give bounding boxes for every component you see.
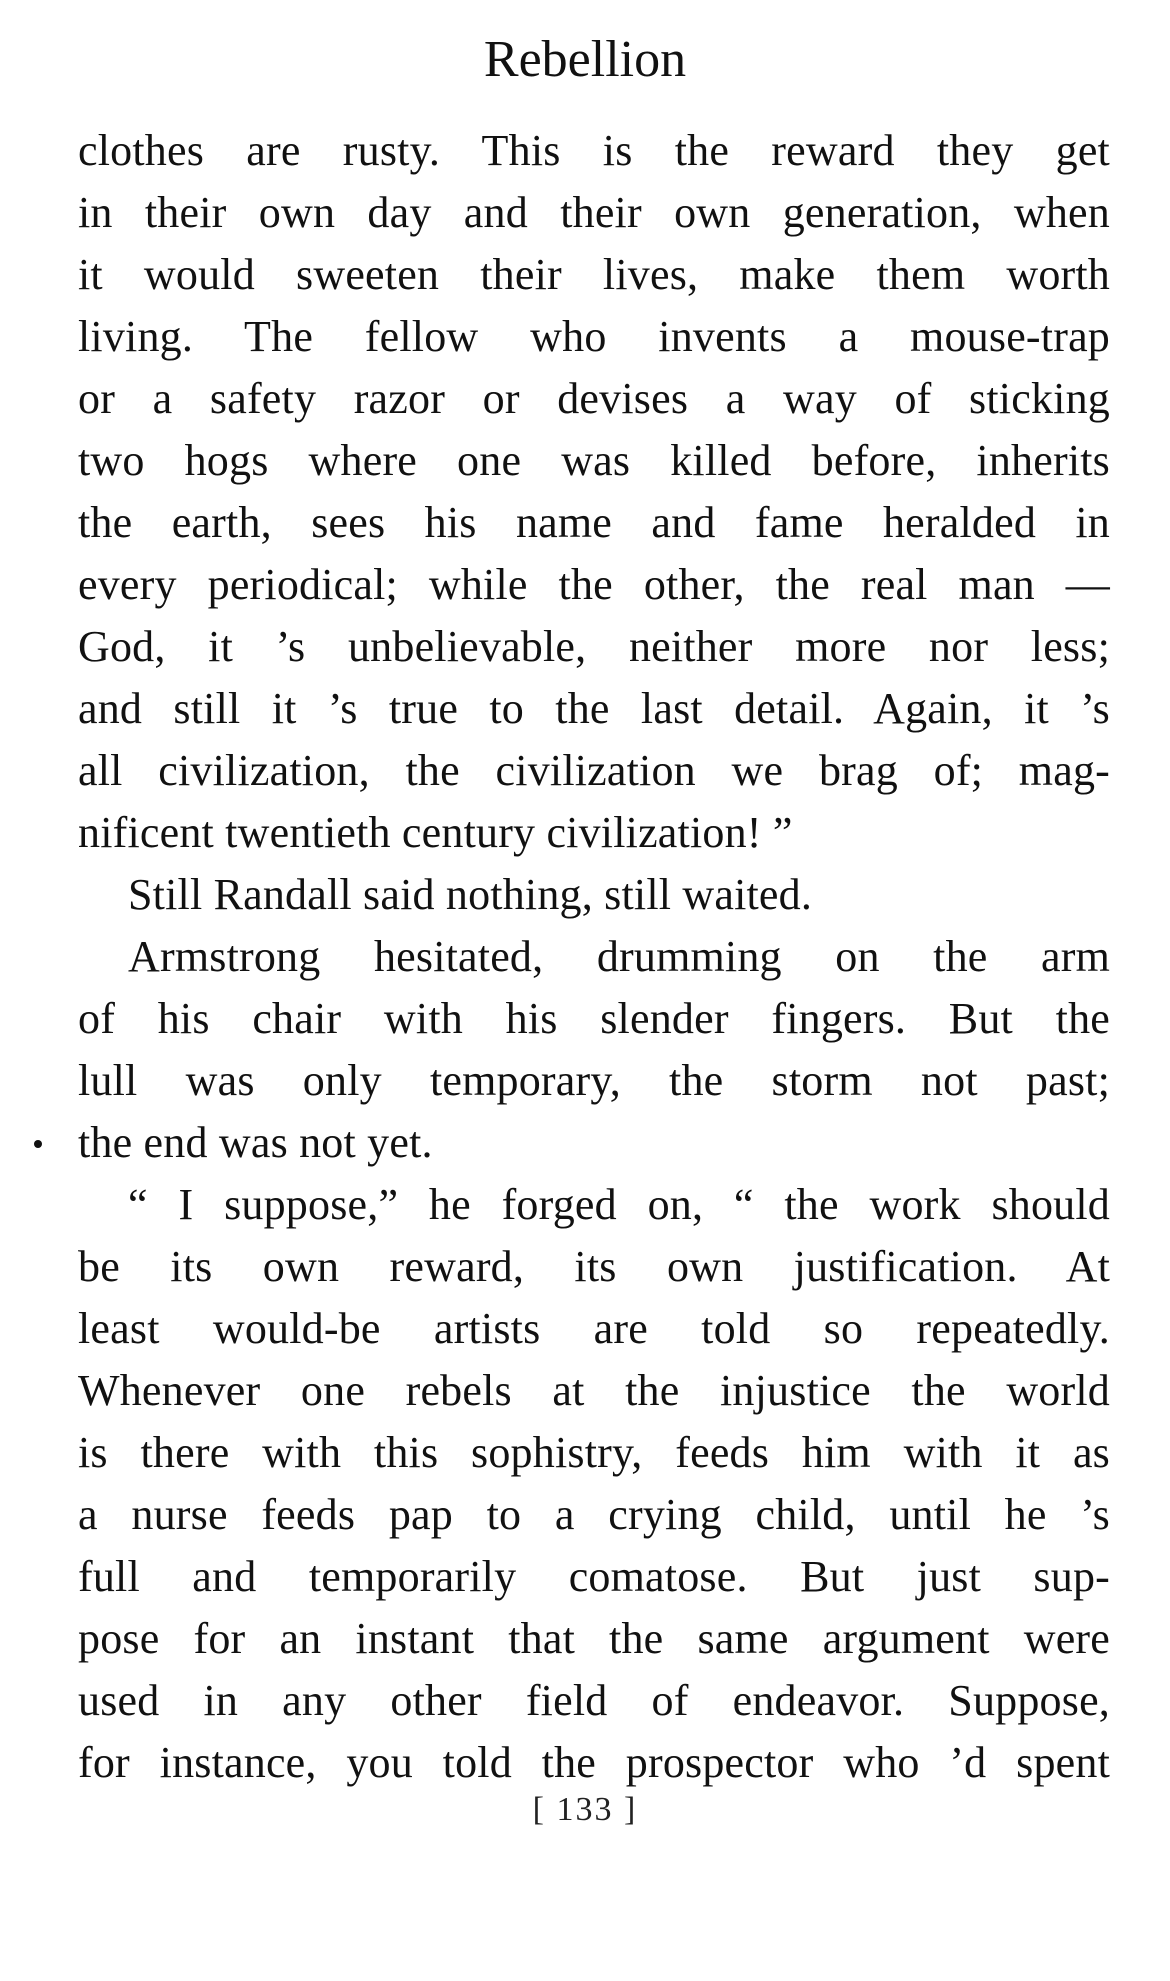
text-line-paragraph-start: Armstrong hesitated, drumming on the arm — [128, 932, 1110, 981]
text-line: the earth, sees his name and fame heralded in — [78, 498, 1110, 547]
running-head-title: Rebellion — [483, 31, 687, 88]
text-line: and still it ’s true to the last detail. Again, it ’s — [78, 684, 1110, 733]
text-line: for instance, you told the prospector who ’d spent — [78, 1738, 1110, 1787]
text-line: living. The fellow who invents a mouse-trap — [78, 312, 1110, 361]
text-line: of his chair with his slender fingers. But the — [78, 994, 1110, 1043]
text-line: God, it ’s unbelievable, neither more nor less; — [78, 622, 1110, 671]
text-line: in their own day and their own generation, when — [78, 188, 1110, 237]
text-line-paragraph-end: nificent twentieth century civilization! ” — [78, 808, 793, 857]
text-line-paragraph-end: the end was not yet. — [78, 1118, 433, 1167]
text-line: lull was only temporary, the storm not past; — [78, 1056, 1110, 1105]
text-line-paragraph: Still Randall said nothing, still waited. — [128, 870, 813, 919]
text-line: used in any other field of endeavor. Suppose, — [78, 1676, 1110, 1725]
text-line: least would-be artists are told so repeatedly. — [78, 1304, 1110, 1353]
text-line: or a safety razor or devises a way of sticking — [78, 374, 1110, 423]
text-line: a nurse feeds pap to a crying child, until he ’s — [78, 1490, 1110, 1539]
body-text — [78, 120, 1110, 1794]
text-line: Whenever one rebels at the injustice the world — [78, 1366, 1110, 1415]
margin-mark — [34, 1140, 42, 1148]
text-line: pose for an instant that the same argument were — [78, 1614, 1110, 1663]
text-line: be its own reward, its own justification. At — [78, 1242, 1110, 1291]
text-line: two hogs where one was killed before, inherits — [78, 436, 1110, 485]
text-line: is there with this sophistry, feeds him with it as — [78, 1428, 1110, 1477]
page-number: [ 133 ] — [532, 1791, 638, 1828]
text-line: all civilization, the civilization we brag of; mag- — [78, 746, 1110, 795]
text-line-paragraph-start: “ I suppose,” he forged on, “ the work should — [128, 1180, 1110, 1229]
text-line: clothes are rusty. This is the reward they get — [78, 126, 1110, 175]
text-line: it would sweeten their lives, make them worth — [78, 250, 1110, 299]
text-line: full and temporarily comatose. But just sup- — [78, 1552, 1110, 1601]
text-line: every periodical; while the other, the real man — — [78, 560, 1110, 609]
